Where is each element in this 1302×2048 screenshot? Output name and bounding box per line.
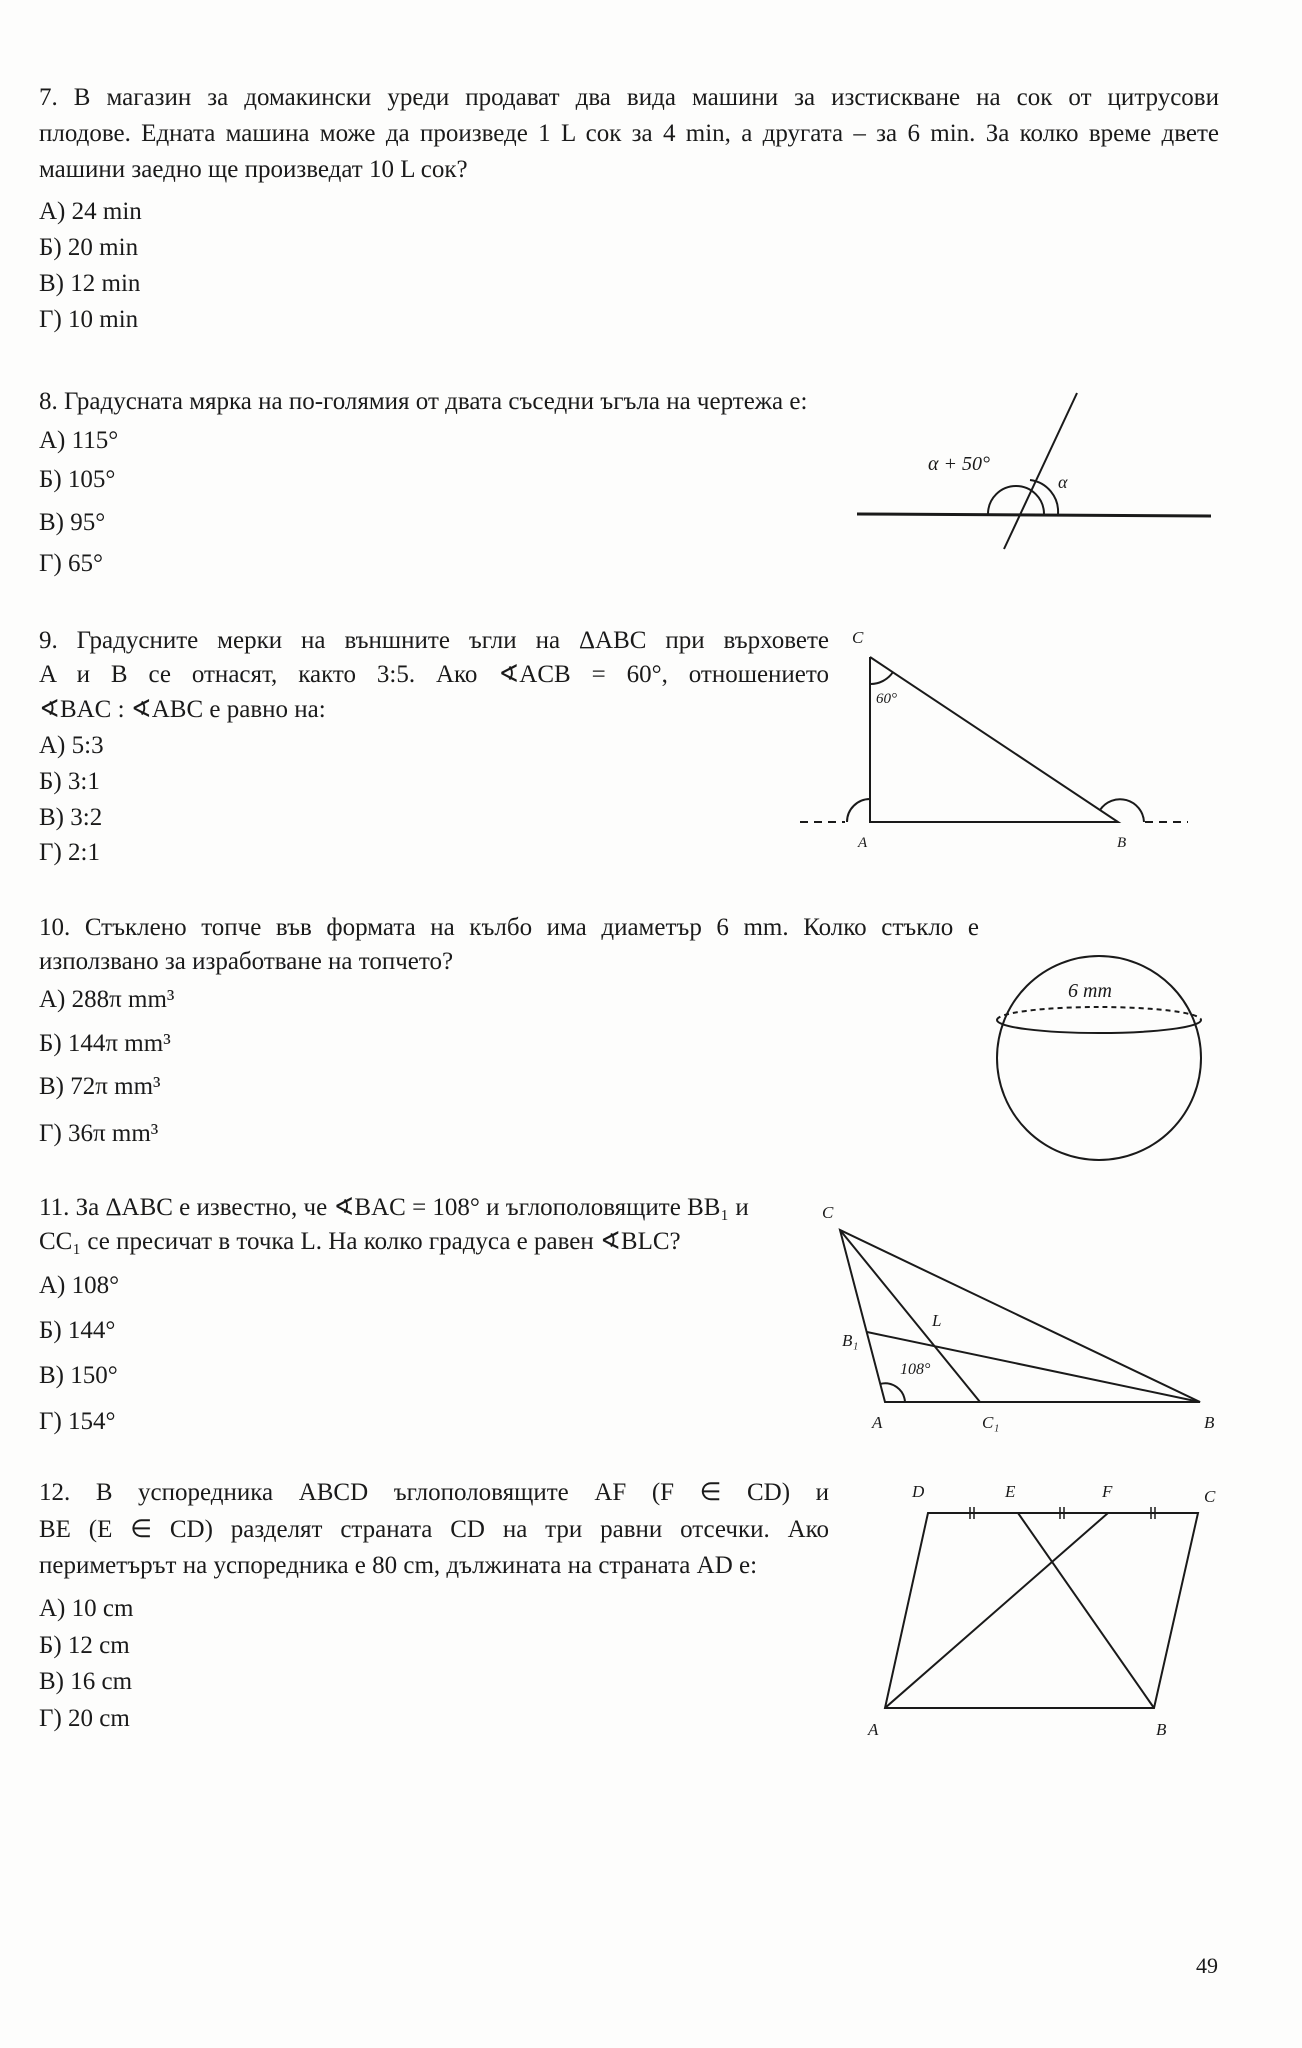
answer-option: В) 12 min [39,270,141,297]
angle-label: 60° [876,691,897,707]
vertex-label: B [1156,1720,1167,1739]
answer-option: В) 95° [39,509,106,536]
vertex-label: A [872,1413,883,1432]
answer-option: Г) 154° [39,1408,116,1435]
question-text: използвано за изработване на топчето? [39,948,454,975]
triangle [840,1230,1200,1402]
vertex-label: E [1005,1482,1016,1501]
adjacent-angles-figure [857,393,1211,549]
vertex-label: B [1117,835,1127,851]
question-text: 7. В магазин за домакински уреди продават два вида машини за изстискване на сок от цитрусови [39,84,1219,111]
answer-option: В) 3:2 [39,804,103,831]
answer-option: А) 10 cm [39,1595,134,1622]
bisector-be [1018,1513,1154,1708]
angle-arc [988,486,1044,514]
answer-option: В) 16 cm [39,1668,133,1695]
question-text: 12. В успоредника ABCD ъглополовящите AF (F ∈ CD) и [39,1479,829,1506]
angle-label: α [1058,472,1068,492]
answer-option: В) 150° [39,1362,118,1389]
answer-option: Г) 2:1 [39,839,100,866]
equator-hidden [997,1007,1201,1020]
answer-option: Б) 105° [39,466,116,493]
answer-option: Г) 65° [39,550,104,577]
question-text: CC₁ се пресичат в точка L. На колко градуса е равен ∢BLC? [39,1228,681,1255]
answer-option: А) 24 min [39,198,142,225]
vertex-label: F [1102,1482,1113,1501]
answer-option: Б) 144π mm³ [39,1030,171,1057]
straight-line [857,514,1211,516]
answer-option: Г) 10 min [39,306,139,333]
answer-option: А) 288π mm³ [39,986,175,1013]
question-text: плодове. Едната машина може да произведе 1 L сок за 4 min, а другата – за 6 min. За колко време двете [39,120,1219,147]
vertex-label: C [822,1203,834,1222]
triangle [870,657,1118,822]
answer-option: Г) 20 cm [39,1705,130,1732]
parallelogram-figure [867,1482,1216,1739]
answer-option: Б) 20 min [39,234,139,261]
question-text: BE (E ∈ CD) разделят страната CD на три равни отсечки. Ако [39,1516,829,1543]
answer-option: Г) 36π mm³ [39,1120,159,1147]
answer-option: Б) 3:1 [39,768,100,795]
parallelogram [885,1513,1198,1708]
question-text: 11. За ΔABC е известно, че ∢BAC = 108° и ъглополовящите BB₁ и [39,1194,749,1221]
question-text: ∢BAC : ∢ABC е равно на: [39,696,326,723]
angle-label: 108° [900,1361,931,1378]
answer-option: А) 5:3 [39,732,104,759]
vertex-label: C [1204,1487,1216,1506]
question-text: периметърът на успоредника е 80 cm, дължината на страната AD е: [39,1552,758,1579]
question-text: 10. Стъклено топче във формата на кълбо има диаметър 6 mm. Колко стъкло е [39,914,979,941]
vertex-label: D [912,1482,925,1501]
angle-arc [847,799,870,822]
vertex-label: A [858,835,868,851]
diameter-label: 6 mm [1068,980,1112,1002]
vertex-label: B₁ [842,1331,859,1350]
vertex-label: C₁ [982,1413,1000,1432]
point-label: L [932,1311,942,1330]
question-text: машини заедно ще произведат 10 L сок? [39,156,468,183]
vertex-label: B [1204,1413,1215,1432]
question-text: 9. Градусните мерки на външните ъгли на ΔABC при върховете [39,627,829,654]
page-number: 49 [1196,1953,1218,1978]
answer-option: Б) 144° [39,1317,116,1344]
bisector-af [885,1513,1108,1708]
transversal-line [1004,393,1077,549]
triangle-bisectors-figure [822,1203,1215,1432]
angle-arc [870,672,893,684]
triangle-abc-figure [800,628,1188,851]
equator [997,1020,1201,1033]
sphere-figure [997,956,1201,1160]
question-text: 8. Градусната мярка на по-голямия от двата съседни ъгъла на чертежа е: [39,388,808,415]
answer-option: А) 115° [39,427,119,454]
question-text: A и B се отнасят, както 3:5. Ако ∢ACB = 60°, отношението [39,661,829,688]
answer-option: А) 108° [39,1272,120,1299]
vertex-label: A [868,1720,879,1739]
angle-label: α + 50° [928,453,990,475]
vertex-label: C [852,628,864,647]
answer-option: Б) 12 cm [39,1632,130,1659]
answer-option: В) 72π mm³ [39,1073,161,1100]
angle-arc [1100,799,1144,822]
